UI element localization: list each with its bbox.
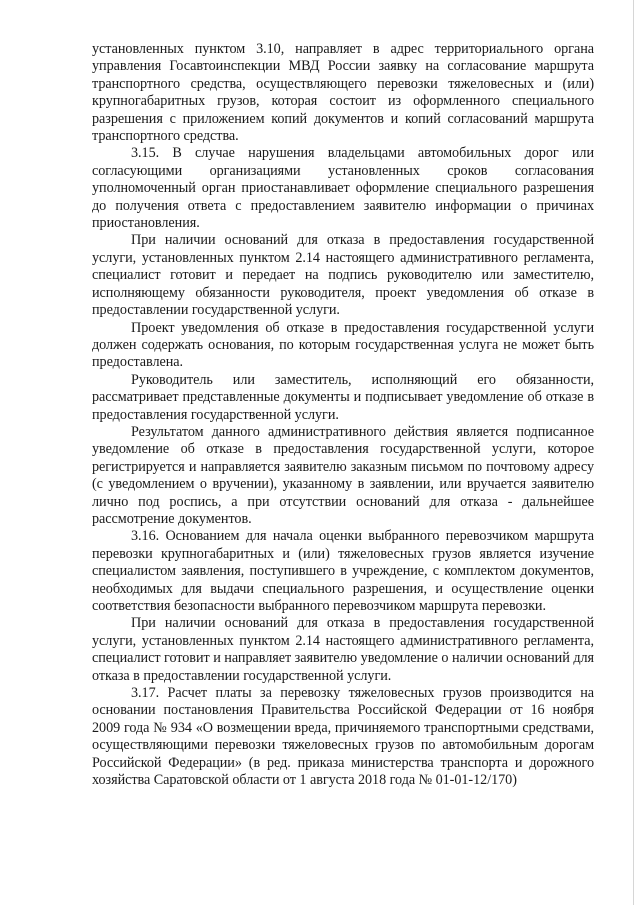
paragraph-refusal-draft: Проект уведомления об отказе в предоставления государственной услуги должен содержать основания, по которым государственная услуга не может быть предоставлена. [92,319,594,371]
paragraph-refusal-grounds: При наличии оснований для отказа в предоставления государственной услуги, установленных пунктом 2.14 настоящего административного регламента, специалист готовит и передает на подпись руководителю или заместителю, исполняющему обязанности руководителя, проект уведомления об отказе в предоставлении государственной услуги. [92,232,594,319]
paragraph-continuation: установленных пунктом 3.10, направляет в адрес территориального органа управления Госавтоинспекции МВД России заявку на согласование маршрута транспортного средства, осуществляющего перевозки тяжеловесных и (или) крупногабаритных грузов, которая состоит из оформленного специального разрешения с приложением копий документов и копий согласований маршрута транспортного средства. [92,41,594,145]
paragraph-3-15: 3.15. В случае нарушения владельцами автомобильных дорог или согласующими организациями установленных сроков согласования уполномоченный орган приостанавливает оформление специального разрешения до получения ответа с предоставлением заявителю информации о причинах приостановления. [92,145,594,232]
paragraph-head-review: Руководитель или заместитель, исполняющий его обязанности, рассматривает представленные документы и подписывает уведомление об отказе в предоставления государственной услуги. [92,371,594,423]
paragraph-result: Результатом данного административного действия является подписанное уведомление об отказе в предоставления государственной услуги, которое регистрируется и направляется заявителю заказным письмом по почтовому адресу (с уведомлением о вручении), указанному в заявлении, или вручается заявителю лично под роспись, а при отсутствии оснований для отказа - дальнейшее рассмотрение документов. [92,423,594,527]
scan-edge-line [633,0,634,905]
paragraph-3-17: 3.17. Расчет платы за перевозку тяжеловесных грузов производится на основании постановления Правительства Российской Федерации от 16 ноября 2009 года № 934 «О возмещении вреда, причиняемого транспортными средствами, осуществляющими перевозки тяжеловесных грузов по автомобильным дорогам Российской Федерации» (в ред. приказа министерства транспорта и дорожного хозяйства Саратовской области от 1 августа 2018 года № 01-01-12/170) [92,685,594,789]
paragraph-3-16: 3.16. Основанием для начала оценки выбранного перевозчиком маршрута перевозки крупногабаритных и (или) тяжеловесных грузов является изучение специалистом заявления, поступившего в учреждение, с комплектом документов, необходимых для выдачи специального разрешения, и осуществление оценки соответствия безопасности выбранного перевозчиком маршрута перевозки. [92,528,594,614]
document-body [92,41,594,789]
paragraph-notification: При наличии оснований для отказа в предоставления государственной услуги, установленных пунктом 2.14 настоящего административного регламента, специалист готовит и направляет заявителю уведомление о наличии оснований для отказа в предоставлении государственной услуги. [92,615,594,684]
